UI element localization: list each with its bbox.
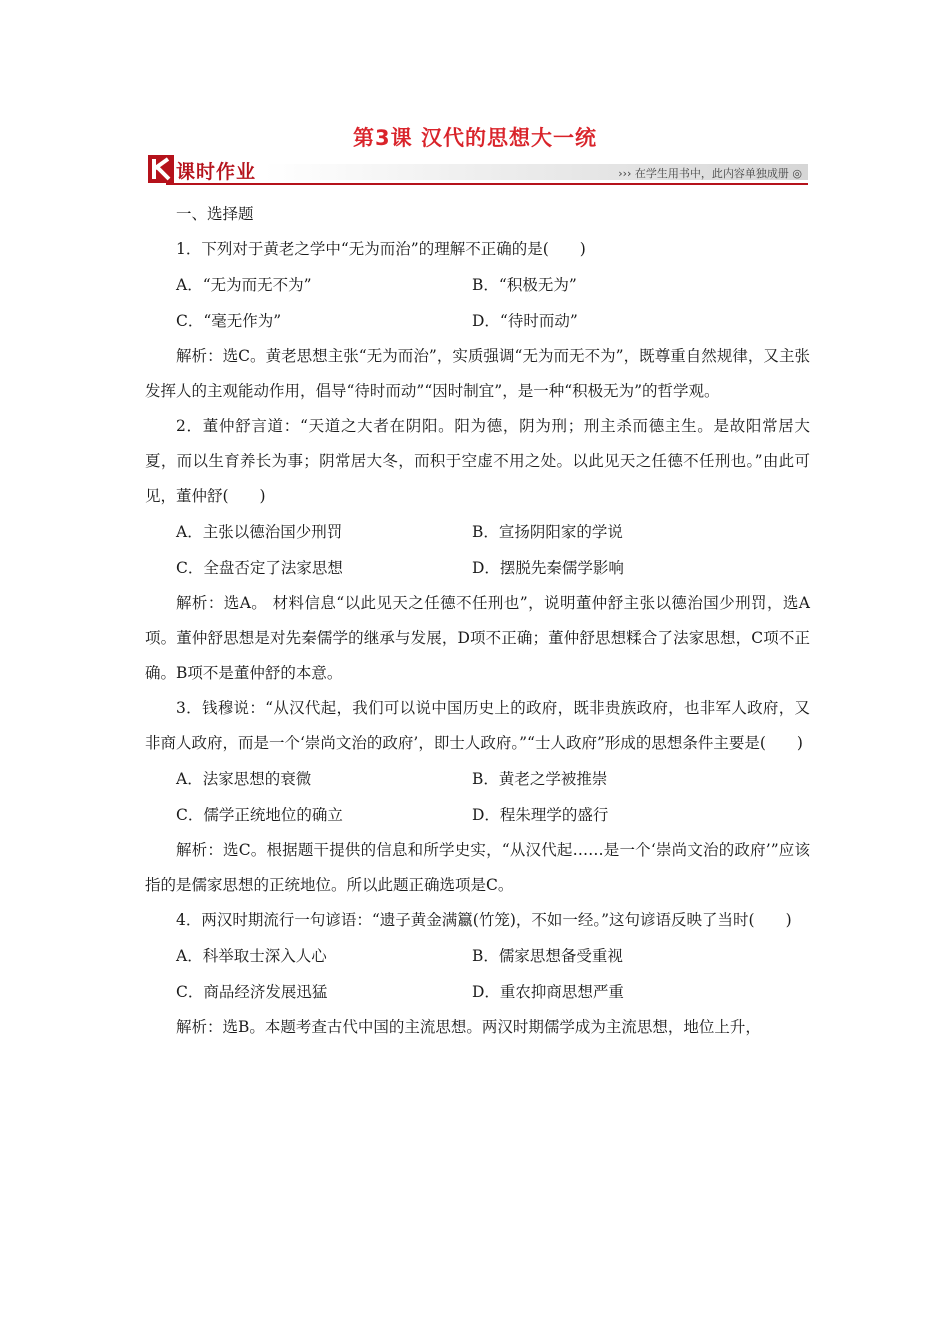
option-a: A．“无为而无不为” [176,276,312,294]
answer-analysis: 解析：选A。 材料信息“以此见天之任德不任刑也”，说明董仲舒主张以德治国少刑罚，选A项。董仲舒思想是对先秦儒学的继承与发展，D项不正确；董仲舒思想糅合了法家思想，C项不正确。B项不是董仲舒的本意。 [145,594,810,682]
banner-label: 课时作业 [176,161,257,183]
option-d: D．程朱理学的盛行 [472,806,609,824]
option-a: A．法家思想的衰微 [176,770,312,788]
option-b: B．儒家思想备受重视 [472,947,623,965]
option-b: B．黄老之学被推崇 [472,770,608,788]
section-heading: 一、选择题 [176,205,254,223]
option-row [145,797,810,833]
answer-analysis: 解析：选C。黄老思想主张“无为而治”，实质强调“无为而无不为”，既尊重自然规律，又主张发挥人的主观能动作用，倡导“待时而动”“因时制宜”，是一种“积极无为”的哲学观。 [145,347,810,400]
option-row [145,267,810,303]
option-row [145,938,810,974]
option-c: C．商品经济发展迅猛 [176,983,328,1001]
option-row [145,550,810,586]
answer-analysis: 解析：选B。本题考查古代中国的主流思想。两汉时期儒学成为主流思想，地位上升， [176,1018,761,1036]
lesson-title: 第3课 汉代的思想大一统 [353,126,597,150]
homework-banner [146,152,808,188]
option-b: B．宣扬阴阳家的学说 [472,523,623,541]
option-row [145,514,810,550]
option-row [145,303,810,339]
option-d: D．摆脱先秦儒学影响 [472,559,624,577]
option-row [145,761,810,797]
option-c: C．儒学正统地位的确立 [176,806,343,824]
option-d: D．重农抑商思想严重 [472,983,624,1001]
question-stem: 1．下列对于黄老之学中“无为而治”的理解不正确的是( ) [176,240,586,258]
option-d: D．“待时而动” [472,312,578,330]
question-stem: 2．董仲舒言道：“天道之大者在阴阳。阳为德，阴为刑；刑主杀而德主生。是故阳常居大夏，而以生育养长为事；阴常居大冬，而积于空虚不用之处。以此见天之任德不任刑也。”由此可见，董仲舒( ) [145,417,810,505]
banner-divider [166,183,808,185]
option-row [145,974,810,1010]
k-logo-icon [146,152,176,186]
option-b: B．“积极无为” [472,276,577,294]
option-c: C．全盘否定了法家思想 [176,559,343,577]
document-body [145,197,810,1045]
answer-analysis: 解析：选C。根据题干提供的信息和所学史实，“从汉代起……是一个‘崇尚文治的政府’”应该指的是儒家思想的正统地位。所以此题正确选项是C。 [145,841,810,894]
option-c: C．“毫无作为” [176,312,282,330]
option-a: A．科举取士深入人心 [176,947,327,965]
banner-note: ››› 在学生用书中，此内容单独成册 ◎ [618,167,802,180]
question-stem: 4．两汉时期流行一句谚语：“遗子黄金满籝(竹笼)，不如一经。”这句谚语反映了当时( ) [176,911,792,929]
option-a: A．主张以德治国少刑罚 [176,523,343,541]
question-stem: 3．钱穆说：“从汉代起，我们可以说中国历史上的政府，既非贵族政府，也非军人政府，又非商人政府，而是一个‘崇尚文治的政府’，即士人政府。”“士人政府”形成的思想条件主要是( ) [145,699,810,752]
